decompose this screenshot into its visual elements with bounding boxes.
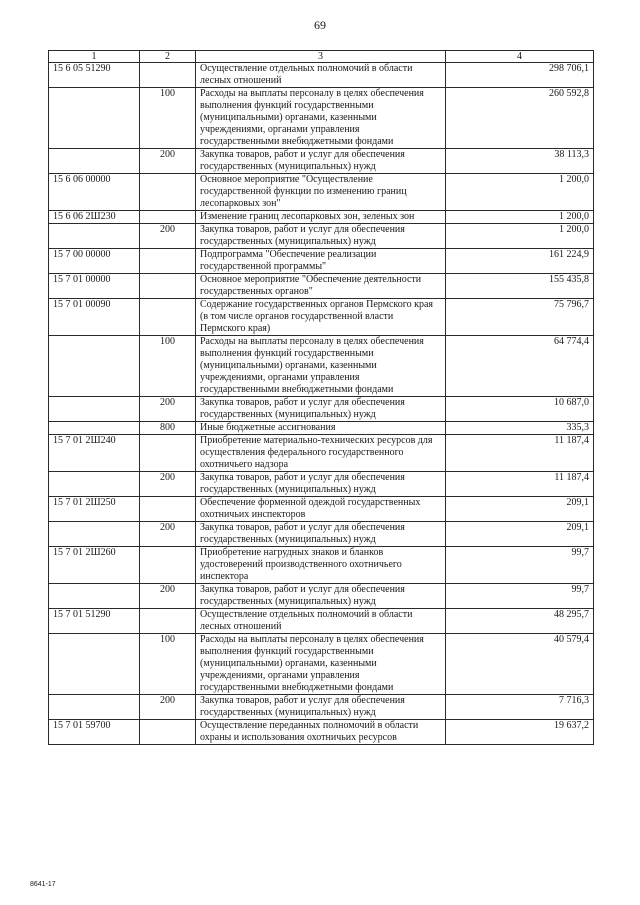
table-row [49,720,594,745]
row-code: 15 6 06 00000 [49,174,140,211]
row-name: Осуществление отдельных полномочий в области лесных отношений [196,63,446,88]
row-amount: 48 295,7 [446,609,594,634]
row-name: Осуществление отдельных полномочий в области лесных отношений [196,609,446,634]
table-row [49,397,594,422]
row-amount: 11 187,4 [446,435,594,472]
table-row [49,88,594,149]
table-row [49,472,594,497]
table-row [49,63,594,88]
row-name: Обеспечение форменной одеждой государственных охотничьих инспекторов [196,497,446,522]
row-expense-type [140,274,196,299]
row-code: 15 7 01 00090 [49,299,140,336]
table-row [49,497,594,522]
row-amount: 1 200,0 [446,174,594,211]
row-code [49,88,140,149]
table-row [49,435,594,472]
table-row [49,224,594,249]
row-code [49,522,140,547]
row-amount: 40 579,4 [446,634,594,695]
row-amount: 64 774,4 [446,336,594,397]
row-amount: 99,7 [446,584,594,609]
row-code: 15 6 06 2Ш230 [49,211,140,224]
table-row [49,634,594,695]
row-expense-type [140,435,196,472]
row-expense-type [140,609,196,634]
row-amount: 75 796,7 [446,299,594,336]
table-row [49,695,594,720]
row-expense-type [140,720,196,745]
row-code [49,224,140,249]
row-amount: 7 716,3 [446,695,594,720]
row-code [49,634,140,695]
row-amount: 99,7 [446,547,594,584]
row-amount: 11 187,4 [446,472,594,497]
row-name: Осуществление переданных полномочий в области охраны и использования охотничьих ресурсов [196,720,446,745]
row-amount: 38 113,3 [446,149,594,174]
row-expense-type [140,211,196,224]
row-expense-type: 200 [140,584,196,609]
table-row [49,547,594,584]
row-expense-type: 200 [140,149,196,174]
budget-table [48,50,594,745]
row-amount: 10 687,0 [446,397,594,422]
table-row [49,149,594,174]
table-row [49,249,594,274]
table-row [49,299,594,336]
row-expense-type [140,299,196,336]
table-row [49,422,594,435]
row-name: Закупка товаров, работ и услуг для обеспечения государственных (муниципальных) нужд [196,149,446,174]
row-expense-type: 200 [140,472,196,497]
row-expense-type [140,174,196,211]
row-name: Закупка товаров, работ и услуг для обеспечения государственных (муниципальных) нужд [196,695,446,720]
table-row [49,522,594,547]
table-header-row [49,51,594,63]
row-name: Закупка товаров, работ и услуг для обеспечения государственных (муниципальных) нужд [196,472,446,497]
row-name: Расходы на выплаты персоналу в целях обеспечения выполнения функций государственными (муниципальными) органами, казенными учреждениями, органами управления государственными внебюджетными фондами [196,634,446,695]
row-name: Расходы на выплаты персоналу в целях обеспечения выполнения функций государственными (муниципальными) органами, казенными учреждениями, органами управления государственными внебюджетными фондами [196,88,446,149]
page-number: 69 [314,18,326,32]
row-name: Иные бюджетные ассигнования [196,422,446,435]
document-id: 8641-17 [30,881,56,888]
row-code [49,336,140,397]
row-code: 15 7 01 51290 [49,609,140,634]
row-amount: 19 637,2 [446,720,594,745]
header-col-1: 1 [49,51,140,63]
row-name: Закупка товаров, работ и услуг для обеспечения государственных (муниципальных) нужд [196,522,446,547]
table-row [49,211,594,224]
row-name: Подпрограмма "Обеспечение реализации государственной программы" [196,249,446,274]
row-amount: 260 592,8 [446,88,594,149]
row-expense-type: 200 [140,397,196,422]
row-code [49,397,140,422]
header-col-3: 3 [196,51,446,63]
row-name: Содержание государственных органов Пермского края (в том числе органов государственной власти Пермского края) [196,299,446,336]
row-expense-type [140,249,196,274]
table-row [49,336,594,397]
row-name: Приобретение материально-технических ресурсов для осуществления федерального государственного охотничьего надзора [196,435,446,472]
row-code: 15 7 01 2Ш240 [49,435,140,472]
row-amount: 1 200,0 [446,224,594,249]
row-amount: 209,1 [446,497,594,522]
row-name: Приобретение нагрудных знаков и бланков удостоверений производственного охотничьего инспектора [196,547,446,584]
header-col-2: 2 [140,51,196,63]
row-amount: 335,3 [446,422,594,435]
row-code [49,422,140,435]
table-row [49,584,594,609]
row-expense-type: 200 [140,695,196,720]
row-code: 15 7 01 2Ш250 [49,497,140,522]
row-expense-type: 800 [140,422,196,435]
row-name: Основное мероприятие "Обеспечение деятельности государственных органов" [196,274,446,299]
table-row [49,174,594,211]
row-expense-type: 200 [140,522,196,547]
row-expense-type: 100 [140,88,196,149]
row-code [49,695,140,720]
row-name: Закупка товаров, работ и услуг для обеспечения государственных (муниципальных) нужд [196,584,446,609]
row-code: 15 7 01 00000 [49,274,140,299]
row-amount: 161 224,9 [446,249,594,274]
row-amount: 298 706,1 [446,63,594,88]
row-expense-type: 100 [140,634,196,695]
row-code: 15 7 01 59700 [49,720,140,745]
row-name: Изменение границ лесопарковых зон, зеленых зон [196,211,446,224]
row-name: Закупка товаров, работ и услуг для обеспечения государственных (муниципальных) нужд [196,224,446,249]
row-name: Закупка товаров, работ и услуг для обеспечения государственных (муниципальных) нужд [196,397,446,422]
row-code [49,149,140,174]
row-amount: 209,1 [446,522,594,547]
row-code [49,472,140,497]
row-code [49,584,140,609]
row-code: 15 7 01 2Ш260 [49,547,140,584]
row-expense-type [140,63,196,88]
header-col-4: 4 [446,51,594,63]
row-code: 15 6 05 51290 [49,63,140,88]
row-expense-type [140,547,196,584]
table-row [49,274,594,299]
row-name: Расходы на выплаты персоналу в целях обеспечения выполнения функций государственными (муниципальными) органами, казенными учреждениями, органами управления государственными внебюджетными фондами [196,336,446,397]
table-row [49,609,594,634]
row-amount: 155 435,8 [446,274,594,299]
row-expense-type: 100 [140,336,196,397]
row-expense-type: 200 [140,224,196,249]
row-amount: 1 200,0 [446,211,594,224]
row-code: 15 7 00 00000 [49,249,140,274]
row-expense-type [140,497,196,522]
row-name: Основное мероприятие "Осуществление государственной функции по изменению границ лесопарковых зон" [196,174,446,211]
